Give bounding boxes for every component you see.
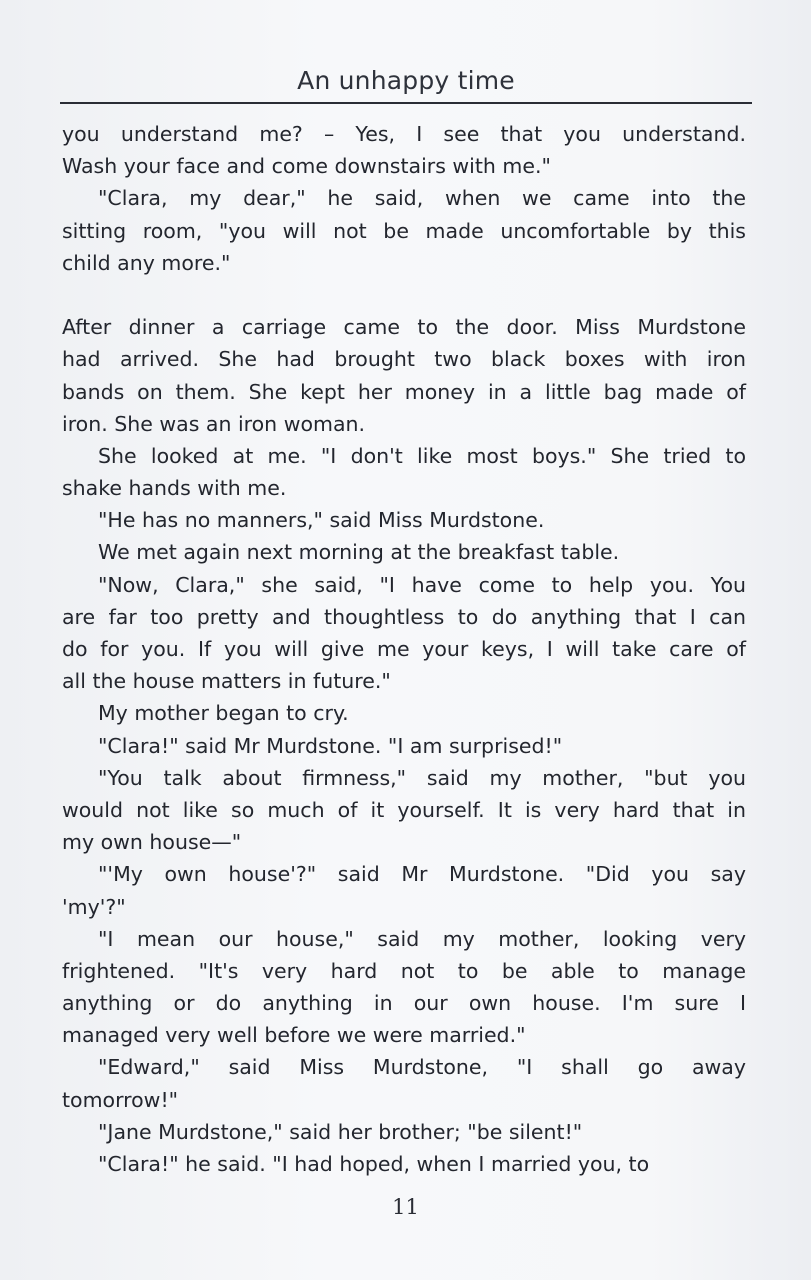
text-line: my own house—" [62,830,242,855]
text-line: "Jane Murdstone," said her brother; "be silent!" [98,1119,583,1144]
text-line: She looked at me. "I don't like most boys." She tried to [98,443,746,468]
text-line: had arrived. She had brought two black boxes with iron [62,347,746,372]
body-text [62,118,746,1180]
text-line: all the house matters in future." [62,669,391,694]
text-line: tomorrow!" [62,1087,179,1112]
text-line: After dinner a carriage came to the door. Miss Murdstone [62,315,746,340]
text-line: shake hands with me. [62,476,287,501]
text-line: Wash your face and come downstairs with me." [62,154,551,179]
text-line: child any more." [62,250,231,275]
text-line: "He has no manners," said Miss Murdstone. [98,508,545,533]
text-line: sitting room, "you will not be made uncomfortable by this [62,218,746,243]
page-number: 11 [392,1195,419,1219]
text-line: would not like so much of it yourself. It is very hard that in [62,797,746,822]
text-line: frightened. "It's very hard not to be able to manage [62,958,746,983]
text-line: "I mean our house," said my mother, looking very [98,926,746,951]
text-line: "You talk about firmness," said my mother, "but you [98,765,746,790]
text-line: are far too pretty and thoughtless to do anything that I can [62,604,746,629]
text-line: We met again next morning at the breakfast table. [98,540,620,565]
text-line: My mother began to cry. [98,701,349,726]
text-line: "Clara!" he said. "I had hoped, when I married you, to [98,1152,650,1176]
text-line: managed very well before we were married." [62,1023,526,1048]
text-line: 'my'?" [62,894,126,919]
running-header: An unhappy time [297,66,515,95]
text-line: iron. She was an iron woman. [62,411,366,436]
text-line: "Clara, my dear," he said, when we came into the [98,186,746,211]
text-line: anything or do anything in our own house. I'm sure I [62,991,746,1016]
header-rule [60,102,752,104]
text-line: do for you. If you will give me your keys, I will take care of [62,637,746,661]
text-line: you understand me? – Yes, I see that you understand. [62,122,746,146]
paragraph-gap [62,279,746,311]
text-line: bands on them. She kept her money in a little bag made of [62,379,746,404]
text-line: "Now, Clara," she said, "I have come to help you. You [98,572,746,597]
text-line: "Clara!" said Mr Murdstone. "I am surprised!" [98,733,563,758]
text-line: "'My own house'?" said Mr Murdstone. "Did you say [98,862,746,887]
text-line: "Edward," said Miss Murdstone, "I shall go away [98,1055,746,1080]
